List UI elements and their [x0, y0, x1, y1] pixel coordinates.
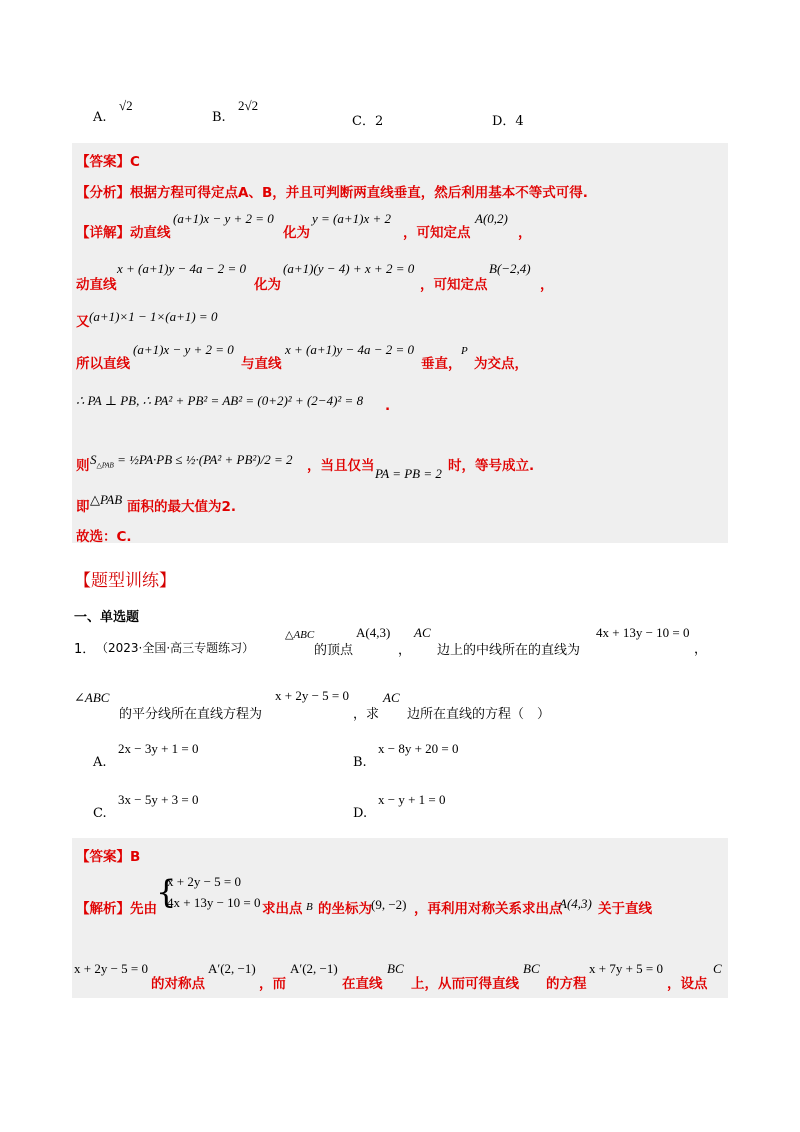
line-bc: BC — [523, 961, 540, 976]
point-a-prime: A′(2, −1) — [208, 961, 256, 976]
equation-line2: x + (a+1)y − 4a − 2 = 0 — [117, 261, 247, 276]
detail-label: 【详解】动直线 — [76, 225, 171, 241]
pythagoras-equation: ∴ PA ⊥ PB, ∴ PA² + PB² = AB² = (0+2)² + (2−4)² = 8 — [76, 393, 364, 408]
system-equation-2: 4x + 13y − 10 = 0 — [167, 895, 261, 910]
prev-option-a-value: √2 — [119, 98, 133, 113]
text-median: 边上的中线所在的直线为 — [437, 643, 581, 658]
text-symmetric-point: 的对称点 — [151, 976, 205, 992]
text-symmetry: ，再利用对称关系求出点 — [414, 901, 563, 917]
perpendicular-condition: (a+1)×1 − 1×(a+1) = 0 — [89, 309, 218, 324]
point-a: A(0,2) — [475, 211, 508, 226]
option-c-value: 3x − 5y + 3 = 0 — [118, 792, 199, 807]
system-brace: { — [156, 873, 177, 911]
equation-line2-converted: (a+1)(y − 4) + x + 2 = 0 — [283, 261, 415, 276]
option-c-label: C. — [93, 806, 107, 821]
equality-condition: PA = PB = 2 — [375, 466, 442, 481]
question-source: （2023·全国·高三专题练习） — [96, 641, 255, 655]
text-convert: 化为 — [283, 225, 310, 241]
text-moving-line: 动直线 — [76, 277, 117, 293]
text-choice: 故选：C. — [76, 529, 132, 545]
line-bc: BC — [387, 961, 404, 976]
text-namely: 即 — [76, 499, 90, 515]
text-find-point: 求出点 — [262, 901, 303, 917]
equation-line2: x + (a+1)y − 4a − 2 = 0 — [285, 342, 415, 357]
solution-label: 【解析】先由 — [76, 901, 157, 917]
text-find: ，求 — [353, 707, 380, 722]
triangle-pab: △PAB — [90, 492, 123, 507]
prev-option-b-value: 2√2 — [238, 98, 259, 113]
answer-line: 【答案】B — [76, 849, 141, 865]
text-bisector: 的平分线所在直线方程为 — [119, 707, 263, 722]
area-symbol: S — [90, 452, 97, 467]
area-inequality-body: = ½PA·PB ≤ ½·(PA² + PB²)/2 = 2 — [117, 452, 293, 467]
point-b: B — [306, 901, 313, 913]
point-a: A(4,3) — [559, 896, 592, 911]
option-d-label: D. — [353, 806, 368, 821]
median-equation: 4x + 13y − 10 = 0 — [596, 625, 690, 640]
text-so-line: 所以直线 — [76, 356, 130, 372]
option-a-label: A. — [93, 755, 107, 770]
text-equality-holds: 时，等号成立. — [448, 458, 535, 474]
option-a-value: 2x − 3y + 1 = 0 — [118, 741, 199, 756]
point-b-coordinates: (9, −2) — [371, 897, 407, 912]
equation-line1: (a+1)x − y + 2 = 0 — [133, 342, 234, 357]
text-on-line: 在直线 — [342, 976, 383, 992]
triangle-abc: △ABC — [285, 629, 315, 641]
text-then: 则 — [76, 458, 90, 474]
text-intersection: 为交点， — [474, 356, 528, 372]
text-perpendicular: 垂直， — [421, 356, 462, 372]
text-fixed-point: ，可知定点 — [403, 225, 471, 241]
angle-abc: ∠ABC — [74, 690, 110, 705]
text-fixed-point: ，可知定点 — [420, 277, 488, 293]
side-ac: AC — [383, 690, 400, 705]
text-also: 又 — [76, 314, 90, 330]
analysis-line: 【分析】根据方程可得定点A、B，并且可判断两直线垂直，然后利用基本不等式可得. — [76, 185, 588, 201]
section-title: 【题型训练】 — [74, 571, 176, 591]
comma: ， — [518, 225, 532, 241]
subheading: 一、单选题 — [74, 610, 140, 625]
prev-option-d: D．4 — [492, 114, 524, 129]
equation-line1: (a+1)x − y + 2 = 0 — [173, 211, 274, 226]
line-bc-equation: x + 7y + 5 = 0 — [589, 961, 663, 976]
question-number: 1． — [74, 642, 96, 657]
text-let-point: ，设点 — [667, 976, 708, 992]
area-inequality — [90, 452, 293, 470]
option-b-label: B. — [353, 755, 367, 770]
text-convert: 化为 — [254, 277, 281, 293]
period: . — [385, 398, 391, 414]
text-and-line: 与直线 — [241, 356, 282, 372]
point-p: P — [461, 345, 468, 357]
text-about-line: 关于直线 — [598, 901, 652, 917]
equation-line1-converted: y = (a+1)x + 2 — [312, 211, 392, 226]
option-d-value: x − y + 1 = 0 — [378, 792, 446, 807]
bisector-equation: x + 2y − 5 = 0 — [275, 688, 349, 703]
text-question-end: 边所在直线的方程（ ） — [407, 707, 551, 722]
point-a-prime: A′(2, −1) — [290, 961, 338, 976]
option-b-value: x − 8y + 20 = 0 — [378, 741, 459, 756]
text-max-area: 面积的最大值为2. — [127, 499, 237, 515]
comma: ， — [540, 277, 554, 293]
comma: ， — [398, 643, 412, 658]
text-vertex: 的顶点 — [314, 643, 354, 658]
text-equation-of: 的方程 — [546, 976, 587, 992]
text-thus-line: 上，从而可得直线 — [411, 976, 519, 992]
point-b: B(−2,4) — [489, 261, 531, 276]
answer-line: 【答案】C — [76, 154, 140, 170]
bisector-equation: x + 2y − 5 = 0 — [74, 961, 148, 976]
comma: ， — [694, 642, 708, 657]
prev-option-b-label: B. — [212, 110, 226, 125]
point-a: A(4,3) — [356, 625, 391, 640]
point-c: C — [713, 961, 722, 976]
text-while: ，而 — [259, 976, 286, 992]
system-equation-1: x + 2y − 5 = 0 — [167, 874, 241, 889]
area-subscript: △PAB — [96, 461, 114, 470]
side-ac: AC — [414, 625, 431, 640]
text-iff: ，当且仅当 — [307, 458, 375, 474]
prev-option-c: C．2 — [352, 114, 384, 129]
text-coordinates: 的坐标为 — [318, 901, 372, 917]
prev-option-a-label: A. — [93, 110, 107, 125]
